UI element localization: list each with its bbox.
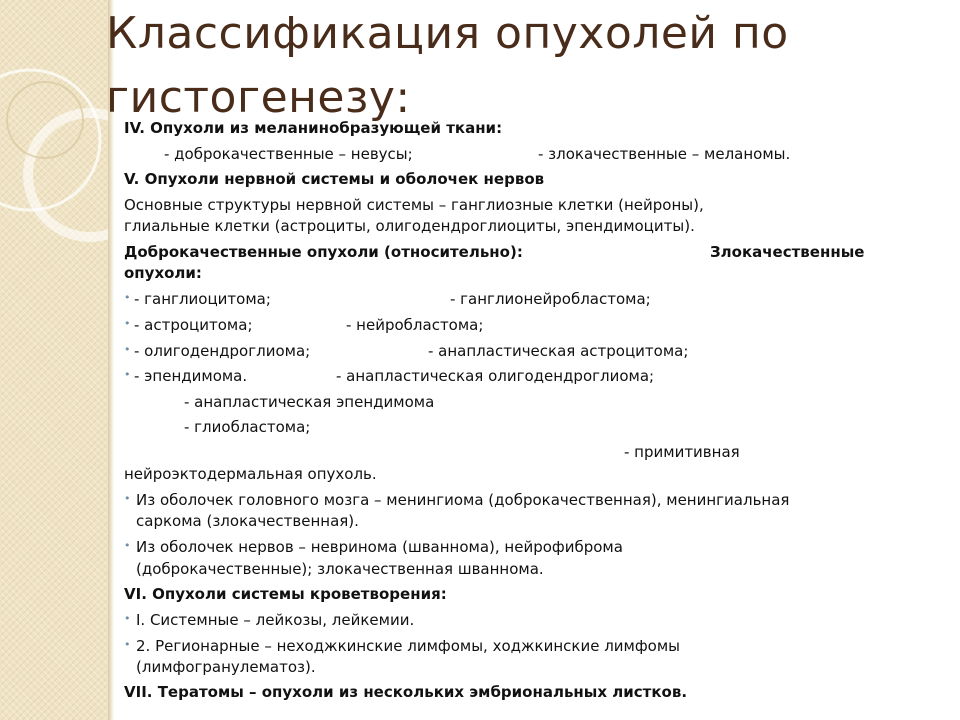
section-v-text-line-1: Основные структуры нервной системы – ганглиозные клетки (нейроны), bbox=[124, 196, 704, 214]
bullet-icon: • bbox=[124, 368, 131, 381]
extra-line-1: - анапластическая эпендимома bbox=[184, 393, 435, 411]
nerves-line-2: (доброкачественные); злокачественная шваннома. bbox=[136, 560, 544, 578]
extra-line-2: - глиобластома; bbox=[184, 418, 311, 436]
row-3-left: - олигодендроглиома; bbox=[134, 342, 311, 360]
malignant-header-2: опухоли: bbox=[124, 264, 202, 282]
section-vi-item-2a: 2. Регионарные – неходжкинские лимфомы, ходжкинские лимфомы bbox=[136, 637, 681, 655]
nerves-line-1: Из оболочек нервов – невринома (шваннома), нейрофиброма bbox=[136, 538, 623, 556]
section-iv-benign: - доброкачественные – невусы; bbox=[164, 145, 413, 163]
section-iv-malignant: - злокачественные – меланомы. bbox=[538, 145, 791, 163]
section-vi-item-2b: (лимфогранулематоз). bbox=[136, 658, 316, 676]
row-4-left: - эпендимома. bbox=[134, 367, 248, 385]
malignant-header-1: Злокачественные bbox=[710, 243, 865, 261]
row-2-right: - нейробластома; bbox=[346, 316, 484, 334]
section-vii-heading: VII. Тератомы – опухоли из нескольких эмбриональных листков. bbox=[124, 683, 688, 701]
section-vi-heading: VI. Опухоли системы кроветворения: bbox=[124, 585, 447, 603]
bullet-icon: • bbox=[124, 317, 131, 330]
row-3-right: - анапластическая астроцитома; bbox=[428, 342, 689, 360]
bullet-icon: • bbox=[124, 539, 131, 552]
meninges-line-2: саркома (злокачественная). bbox=[136, 512, 359, 530]
decorative-circles bbox=[0, 0, 108, 720]
section-v-heading: V. Опухоли нервной системы и оболочек нервов bbox=[124, 170, 545, 188]
bullet-icon: • bbox=[124, 492, 131, 505]
bullet-icon: • bbox=[124, 638, 131, 651]
bullet-icon: • bbox=[124, 291, 131, 304]
row-1-left: - ганглиоцитома; bbox=[134, 290, 271, 308]
section-vi-item-1: I. Системные – лейкозы, лейкемии. bbox=[136, 611, 415, 629]
row-1-right: - ганглионейробластома; bbox=[450, 290, 651, 308]
extra-line-4: нейроэктодермальная опухоль. bbox=[124, 465, 377, 483]
section-iv-heading: IV. Опухоли из меланинобразующей ткани: bbox=[124, 119, 503, 137]
bullet-icon: • bbox=[124, 612, 131, 625]
slide-title: Классификация опухолей по гистогенезу: bbox=[106, 8, 789, 123]
row-2-left: - астроцитома; bbox=[134, 316, 253, 334]
extra-line-3: - примитивная bbox=[624, 443, 740, 461]
decorative-left-band bbox=[0, 0, 108, 720]
row-4-right: - анапластическая олигодендроглиома; bbox=[336, 367, 655, 385]
benign-header: Доброкачественные опухоли (относительно): bbox=[124, 243, 523, 261]
section-v-text-line-2: глиальные клетки (астроциты, олигодендроглиоциты, эпендимоциты). bbox=[124, 217, 695, 235]
meninges-line-1: Из оболочек головного мозга – менингиома (доброкачественная), менингиальная bbox=[136, 491, 790, 509]
bullet-icon: • bbox=[124, 343, 131, 356]
